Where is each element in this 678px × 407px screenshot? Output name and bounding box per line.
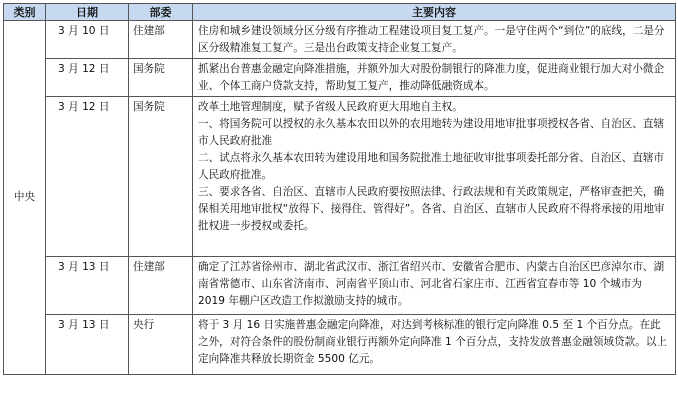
dept-cell: 住建部 xyxy=(129,257,193,315)
table-row xyxy=(4,97,676,257)
header-row xyxy=(4,4,676,21)
category-cell: 中央 xyxy=(4,21,46,375)
content-cell xyxy=(193,21,676,59)
content-cell xyxy=(193,257,676,315)
content-paragraph: 住房和城乡建设领域分区分级有序推动工程建设项目复工复产。一是守住两个“到位”的底线，二是分区分级精准复工复产。三是出台政策支持企业复工复产。 xyxy=(198,25,665,54)
dept-cell: 国务院 xyxy=(129,97,193,257)
table-row xyxy=(4,21,676,59)
content-cell xyxy=(193,59,676,97)
date-cell: 3 月 13 日 xyxy=(46,257,129,315)
content-paragraph: 确定了江苏省徐州市、湖北省武汉市、浙江省绍兴市、安徽省合肥市、内蒙古自治区巴彦淖尔市、湖南省常德市、山东省济南市、河南省平顶山市、河北省石家庄市、江西省宜春市等 10 个城市为 2019 年棚户区改造工作拟激励支持的城市。 xyxy=(198,261,665,307)
content-cell xyxy=(193,315,676,375)
header-date: 日期 xyxy=(46,4,129,21)
date-cell: 3 月 13 日 xyxy=(46,315,129,375)
dept-cell: 央行 xyxy=(129,315,193,375)
date-cell: 3 月 12 日 xyxy=(46,59,129,97)
date-cell: 3 月 10 日 xyxy=(46,21,129,59)
content-paragraph: 一、将国务院可以授权的永久基本农田以外的农用地转为建设用地审批事项授权各省、自治区、直辖市人民政府批准 xyxy=(198,118,665,147)
table-row xyxy=(4,315,676,375)
table-row xyxy=(4,59,676,97)
dept-cell: 住建部 xyxy=(129,21,193,59)
header-dept: 部委 xyxy=(129,4,193,21)
header-category: 类别 xyxy=(4,4,46,21)
policy-table xyxy=(3,3,676,375)
content-paragraph: 抓紧出台普惠金融定向降准措施，并额外加大对股份制银行的降准力度，促进商业银行加大对小微企业、个体工商户贷款支持，帮助复工复产，推动降低融资成本。 xyxy=(198,63,665,92)
table-row xyxy=(4,257,676,315)
content-paragraph: 将于 3 月 16 日实施普惠金融定向降准，对达到考核标准的银行定向降准 0.5 至 1 个百分点。在此之外，对符合条件的股份制商业银行再额外定向降准 1 个百分点，支持发放普惠金融领域贷款。以上定向降准共释放长期资金 5500 亿元。 xyxy=(198,319,668,365)
content-cell xyxy=(193,97,676,257)
content-paragraph: 二、试点将永久基本农田转为建设用地和国务院批准土地征收审批事项委托部分省、自治区、直辖市人民政府批准。 xyxy=(198,152,665,181)
content-paragraph: 三、要求各省、自治区、直辖市人民政府要按照法律、行政法规和有关政策规定，严格审查把关，确保相关用地审批权“放得下、接得住、管得好”。各省、自治区、直辖市人民政府不得将承接的用地审批权进一步授权或委托。 xyxy=(198,186,665,232)
date-cell: 3 月 12 日 xyxy=(46,97,129,257)
dept-cell: 国务院 xyxy=(129,59,193,97)
content-paragraph: 改革土地管理制度，赋予省级人民政府更大用地自主权。 xyxy=(198,101,463,113)
header-content: 主要内容 xyxy=(193,4,676,21)
